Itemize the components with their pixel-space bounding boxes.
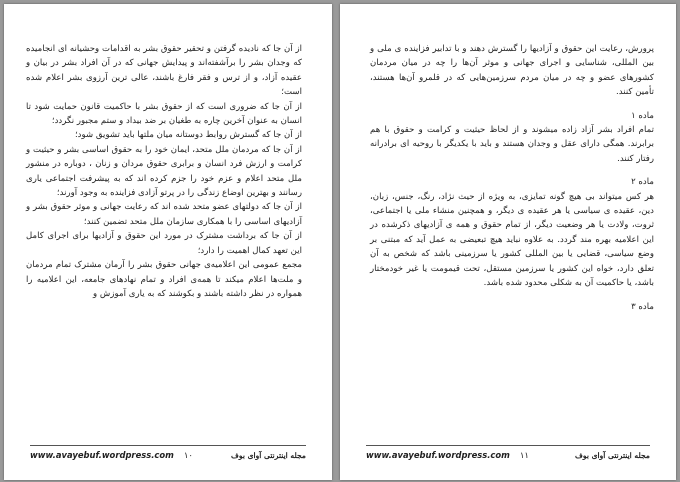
page-body	[370, 42, 654, 314]
preamble-paragraph: از آن جا که برداشت مشترک در مورد این حقوق و آزادیها برای اجرای کامل این تعهد کمال اهمیت را دارد؛	[26, 231, 302, 256]
page-number: ۱۱	[519, 450, 529, 460]
preamble-paragraph: از آن جا که مردمان ملل متحد، ایمان خود را به حقوق اساسی بشر و حیثیت و کرامت و ارزش فرد انسان و برابری حقوق مردان و زنان ، دوباره در منشور ملل متحد اعلام و عزم خود را جزم کرده اند که به پیشرفت اجتماعی یاری رسانند و بهترین اوضاع زندگی را در پرتو آزادی فزاینده به وجود آورند؛	[26, 144, 302, 199]
footer-website: www.avayebuf.wordpress.com	[366, 450, 510, 460]
preamble-paragraph: از آن جا که گسترش روابط دوستانه میان ملتها باید تشویق شود؛	[74, 130, 302, 141]
footer-magazine-name: مجله اینترنتی آوای بوف	[231, 451, 306, 460]
preamble-paragraph: از آن جا که دولتهای عضو متحد شده اند که رعایت جهانی و موثر حقوق بشر و آزادیهای اساسی را با همکاری سازمان ملل متحد تضمین کنند؛	[26, 202, 302, 227]
footer-website: www.avayebuf.wordpress.com	[30, 450, 174, 460]
preamble-paragraph: از آن جا که ضروری است که از حقوق بشر با حاکمیت قانون حمایت شود تا انسان به عنوان آخرین چاره به طغیان بر ضد بیداد و ستم مجبور نگردد؛	[26, 101, 302, 127]
page-body	[26, 42, 302, 301]
intro-paragraph: پرورش، رعایت این حقوق و آزادیها را گسترش دهند و با تدابیر فزاینده ی ملی و بین المللی، شناسایی و اجرای جهانی و موثر آن‌ها را چه در میان مردمان کشورهای عضو و چه در میان مردم سرزمین‌هایی که در قلمرو آن‌ها هستند، تأمین کنند.	[370, 44, 654, 98]
page-footer	[366, 445, 650, 460]
preamble-paragraph: مجمع عمومی این اعلامیه‌ی جهانی حقوق بشر را آرمان مشترک تمام مردمان و ملت‌ها اعلام میکند تا همه‌ی افراد و تمام نهادهای جامعه، این اعلامیه را همواره در نظر داشته باشند و بکوشند که به یاری آموزش و	[26, 260, 302, 299]
page-number: ۱۰	[183, 450, 193, 460]
page-footer	[30, 445, 306, 460]
article-2-title: ماده ۲	[631, 177, 654, 188]
article-1-text: تمام افراد بشر آزاد زاده میشوند و از لحاظ حیثیت و کرامت و حقوق با هم برابرند. همگی دارای عقل و وجدان هستند و باید با یکدیگر با روحیه ای برادرانه رفتار کنند.	[370, 125, 654, 164]
footer-magazine-name: مجله اینترنتی آوای بوف	[575, 451, 650, 460]
page-11	[340, 4, 676, 480]
article-2-text: هر کس میتواند بی هیچ گونه تمایزی، به ویژه از حیث نژاد، رنگ، جنس، زبان، دین، عقیده ی سیاسی یا هر عقیده ی دیگر، و همچنین منشاء ملی یا اجتماعی، ثروت، ولادت یا هر وضعیت دیگر، از تمام حقوق و همه ی آزادیهای ذکرشده در این اعلامیه بهره مند گردد. به علاوه نباید هیچ تبعیضی به عمل آید که مبتنی بر وضع سیاسی، قضایی یا بین المللی کشور یا سرزمینی باشد که شخص به آن تعلق دارد، خواه این کشور یا سرزمین مستقل، تحت قیمومت یا غیر خودمختار باشد، یا حاکمیت آن به شکلی محدود شده باشد.	[370, 191, 654, 289]
page-10	[4, 4, 332, 480]
article-3-title: ماده ۳	[631, 301, 654, 312]
preamble-paragraph: از آن جا که نادیده گرفتن و تحقیر حقوق بشر به اقدامات وحشیانه ای انجامیده که وجدان بشر را برآشفته‌اند و پیدایش جهانی که در آن افراد بشر در بیان و عقیده آزاد، و از ترس و فقر فارغ باشند، عالی ترین آرزوی بشر اعلام شده است؛	[26, 44, 302, 98]
article-1-title: ماده ۱	[631, 110, 654, 121]
